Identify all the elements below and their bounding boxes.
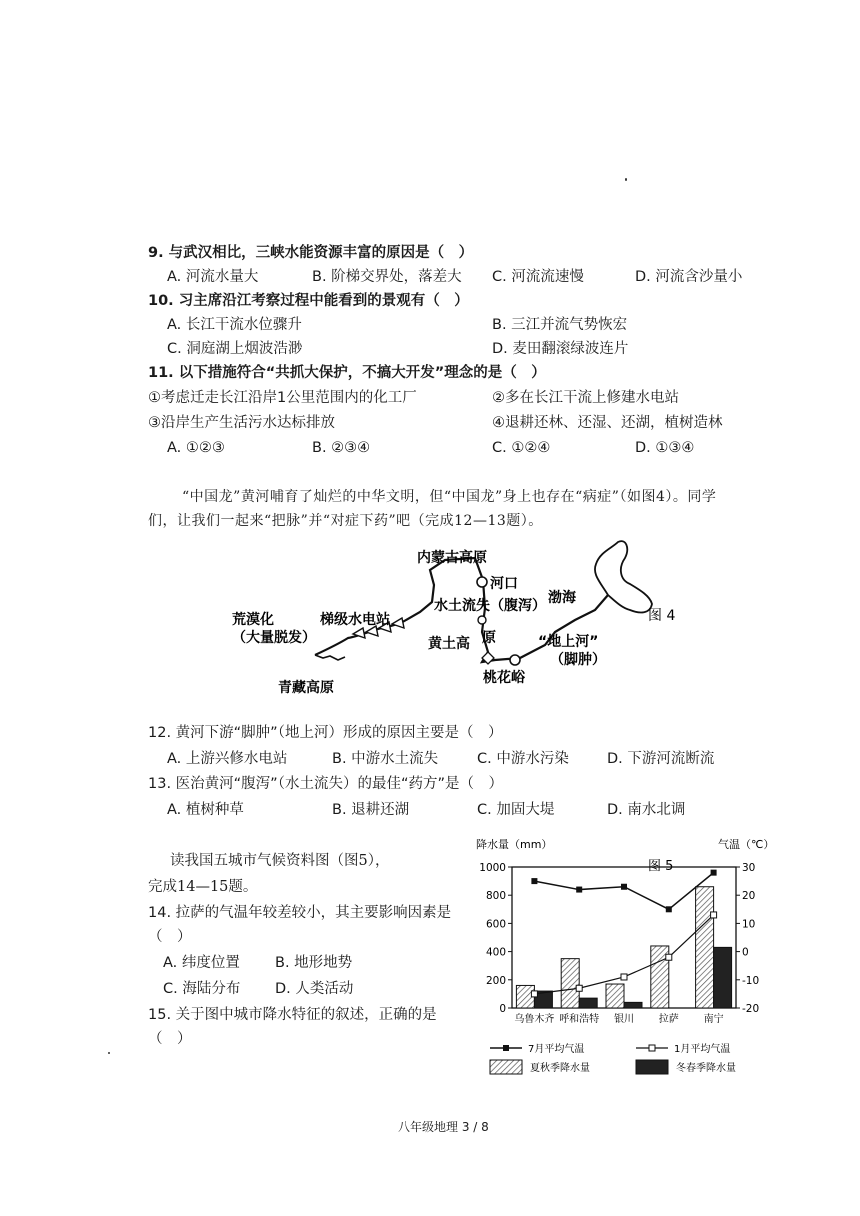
label-cascade-station: 梯级水电站	[320, 612, 390, 628]
left-tick-label: 200	[485, 974, 506, 987]
yellow-river-intro-line1: “中国龙”黄河哺育了灿烂的中华文明，但“中国龙”身上也存在“病症”（如图4）。同学	[182, 489, 717, 505]
january-temp-point	[621, 974, 627, 980]
legend-jan-marker	[649, 1045, 655, 1051]
right-tick-label: 10	[742, 918, 756, 931]
category-label: 南宁	[703, 1014, 724, 1025]
summer-autumn-bar	[606, 984, 624, 1008]
source-stream	[315, 655, 345, 660]
category-label: 拉萨	[658, 1014, 679, 1025]
category-label: 乌鲁木齐	[514, 1014, 555, 1025]
q13-option-b: B. 退耕还湖	[332, 802, 410, 818]
yellow-river-intro-line2: 们，让我们一起来“把脉”并“对症下药”吧（完成12—13题）。	[148, 513, 543, 529]
q11-item-1: ①考虑迁走长江沿岸1公里范围内的化工厂	[148, 390, 417, 406]
legend-winter-swatch	[636, 1060, 668, 1074]
january-temp-point	[666, 954, 672, 960]
q11-item-4: ④退耕还林、还湿、还湖，植树造林	[492, 415, 723, 431]
question-12-stem: 12. 黄河下游“脚肿”（地上河）形成的原因主要是（ ）	[148, 725, 503, 741]
q12-option-c: C. 中游水污染	[477, 751, 569, 767]
left-tick-label: 0	[499, 1003, 506, 1015]
legend-winter-label: 冬春季降水量	[676, 1063, 736, 1074]
q11-option-b: B. ②③④	[312, 440, 371, 456]
january-temp-point	[576, 985, 582, 991]
q13-option-d: D. 南水北调	[607, 802, 686, 818]
q11-option-a: A. ①②③	[167, 440, 225, 456]
july-temp-point	[711, 870, 717, 876]
q14-option-d: D. 人类活动	[275, 981, 354, 997]
right-tick-label: -20	[742, 1003, 760, 1015]
january-temp-point	[711, 912, 717, 918]
q11-option-c: C. ①②④	[492, 440, 551, 456]
q11-item-3: ③沿岸生产生活污水达标排放	[148, 415, 335, 431]
label-swelling: （脚肿）	[550, 652, 606, 668]
q9-option-b: B. 阶梯交界处，落差大	[312, 269, 462, 285]
question-10-stem: 10. 习主席沿江考察过程中能看到的景观有（ ）	[148, 293, 469, 309]
q12-option-a: A. 上游兴修水电站	[167, 751, 288, 767]
climate-intro-line1: 读我国五城市气候资料图（图5），	[170, 853, 390, 869]
question-14-paren: （ ）	[148, 929, 192, 945]
category-label: 呼和浩特	[559, 1014, 600, 1025]
question-9-stem: 9. 与武汉相比，三峡水能资源丰富的原因是（ ）	[148, 245, 474, 261]
right-tick-label: 20	[742, 890, 756, 903]
winter-spring-bar	[624, 1002, 642, 1008]
taohuayu-marker	[510, 655, 520, 665]
january-temp-point	[531, 991, 537, 997]
right-tick-label: -10	[742, 974, 760, 987]
q14-option-b: B. 地形地势	[275, 955, 353, 971]
q10-option-b: B. 三江并流气势恢宏	[492, 317, 628, 333]
q12-option-b: B. 中游水土流失	[332, 751, 439, 767]
legend-july-label: 7月平均气温	[528, 1044, 585, 1055]
july-temp-line	[534, 873, 713, 910]
page-footer: 八年级地理 3 / 8	[398, 1120, 489, 1134]
chart-right-axis-label: 气温（℃）	[718, 838, 775, 851]
q13-option-a: A. 植树种草	[167, 802, 244, 818]
hekou-marker	[477, 577, 487, 587]
scan-speck	[108, 1052, 110, 1054]
figure-4-caption: 图 4	[648, 608, 676, 624]
left-tick-label: 600	[485, 918, 506, 931]
label-taohuayu: 桃花峪	[483, 670, 525, 686]
july-temp-point	[666, 906, 672, 912]
summer-autumn-bar	[696, 887, 714, 1008]
question-13-stem: 13. 医治黄河“腹泻”（水土流失）的最佳“药方”是（ ）	[148, 776, 503, 792]
right-tick-label: 30	[742, 862, 756, 874]
question-15-paren: （ ）	[148, 1031, 192, 1047]
label-hair-loss: （大量脱发）	[232, 630, 316, 646]
q9-option-d: D. 河流含沙量小	[635, 269, 743, 285]
label-inner-mongolia: 内蒙古高原	[417, 550, 487, 566]
left-tick-label: 800	[485, 890, 506, 903]
left-tick-label: 1000	[479, 862, 506, 874]
label-desertification: 荒漠化	[232, 612, 274, 628]
chart-left-axis-label: 降水量（mm）	[476, 838, 553, 851]
q13-option-c: C. 加固大堤	[477, 802, 555, 818]
left-tick-label: 400	[485, 946, 506, 959]
question-14-stem: 14. 拉萨的气温年较差较小，其主要影响因素是	[148, 905, 452, 921]
chart-title: 图 5	[648, 859, 674, 874]
label-bohai: 渤海	[548, 590, 576, 606]
label-qinghai-tibet: 青藏高原	[278, 680, 334, 696]
winter-spring-bar	[714, 947, 732, 1008]
q11-option-d: D. ①③④	[635, 440, 695, 456]
right-tick-label: 0	[742, 946, 749, 959]
category-label: 银川	[614, 1014, 634, 1025]
legend-jan-label: 1月平均气温	[674, 1044, 731, 1055]
label-elevated-river: “地上河”	[538, 634, 599, 650]
yellow-river-map	[220, 540, 700, 700]
q9-option-c: C. 河流流速慢	[492, 269, 584, 285]
winter-spring-bar	[579, 998, 597, 1008]
q10-option-c: C. 洞庭湖上烟波浩渺	[167, 341, 303, 357]
legend-july-marker	[503, 1045, 509, 1051]
loess-marker	[478, 616, 486, 624]
question-11-stem: 11. 以下措施符合“共抓大保护，不搞大开发”理念的是（ ）	[148, 365, 546, 381]
q11-item-2: ②多在长江干流上修建水电站	[492, 390, 679, 406]
q12-option-d: D. 下游河流断流	[607, 751, 715, 767]
label-loess: 黄土高	[428, 636, 470, 652]
q10-option-d: D. 麦田翻滚绿波连片	[492, 341, 629, 357]
label-loess-2: 原	[482, 630, 496, 646]
july-temp-point	[621, 884, 627, 890]
q14-option-a: A. 纬度位置	[163, 955, 240, 971]
q10-option-a: A. 长江干流水位骤升	[167, 317, 302, 333]
summer-autumn-bar	[561, 959, 579, 1008]
climate-chart	[470, 832, 790, 1082]
legend-summer-swatch	[490, 1060, 522, 1074]
label-soil-erosion: 水土流失（腹泻）	[434, 598, 546, 614]
legend-summer-label: 夏秋季降水量	[530, 1063, 590, 1074]
july-temp-point	[576, 887, 582, 893]
scan-speck	[625, 178, 627, 181]
july-temp-point	[531, 878, 537, 884]
climate-intro-line2: 完成14—15题。	[148, 879, 258, 895]
q9-option-a: A. 河流水量大	[167, 269, 259, 285]
q14-option-c: C. 海陆分布	[163, 981, 241, 997]
label-hekou: 河口	[490, 576, 518, 592]
question-15-stem: 15. 关于图中城市降水特征的叙述，正确的是	[148, 1007, 437, 1023]
